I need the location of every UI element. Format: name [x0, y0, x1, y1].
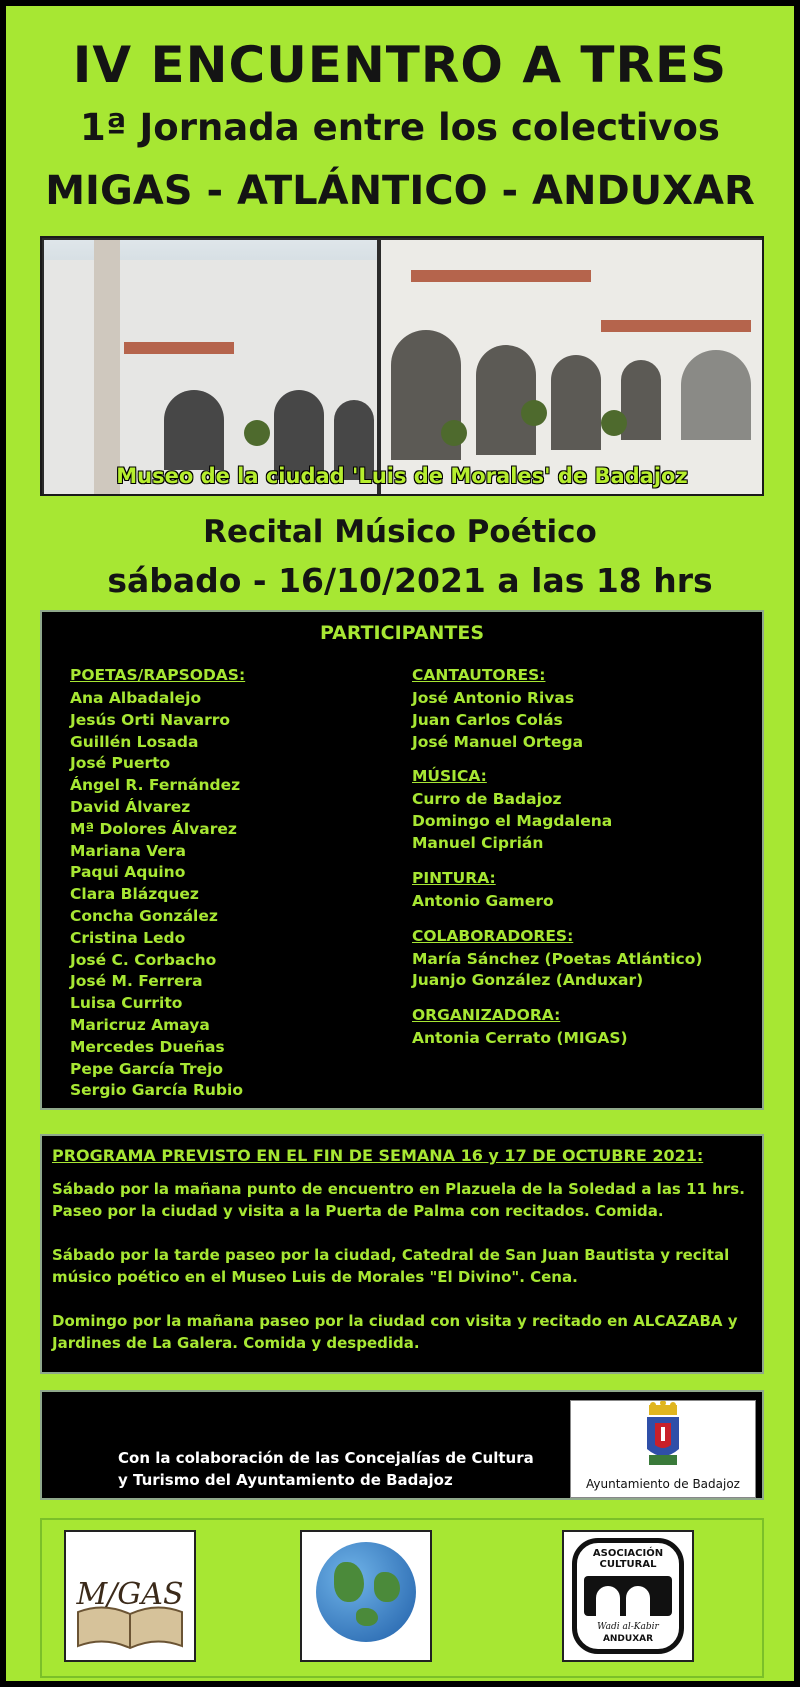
collaboration-line-1: Con la colaboración de las Concejalías de Cultura — [118, 1449, 534, 1467]
colaboradores-heading: COLABORADORES: — [412, 926, 574, 945]
participant-name: Clara Blázquez — [70, 885, 199, 904]
other-participants-column — [412, 666, 702, 1064]
participants-title: PARTICIPANTES — [319, 622, 485, 644]
cantautores-group — [412, 666, 702, 753]
cantautores-list — [412, 688, 702, 753]
colaboradores-list — [412, 949, 702, 993]
anduxar-line-1: ASOCIACIÓN — [592, 1548, 664, 1559]
participant-name: Pepe García Trejo — [70, 1059, 224, 1078]
organizadora-heading: ORGANIZADORA: — [412, 1006, 561, 1025]
collaboration-text — [118, 1447, 534, 1491]
participant-name: José C. Corbacho — [70, 950, 217, 969]
participant-name: Paqui Aquino — [70, 863, 186, 882]
ayuntamiento-label: Ayuntamiento de Badajoz — [586, 1477, 740, 1491]
coat-of-arms-icon — [571, 1401, 755, 1473]
participant-name: Antonio Gamero — [412, 891, 554, 910]
ayuntamiento-logo — [570, 1400, 756, 1498]
participant-name: Antonia Cerrato (MIGAS) — [412, 1029, 628, 1048]
poets-list — [70, 688, 245, 1102]
participant-name: Manuel Ciprián — [412, 833, 544, 852]
organizadora-group — [412, 1006, 702, 1050]
cantautores-heading: CANTAUTORES: — [412, 666, 546, 684]
participant-name: Juanjo González (Anduxar) — [412, 971, 644, 990]
program-paragraph: Domingo por la mañana paseo por la ciudad con visita y recitado en ALCAZABA y Jardines de La Galera. Comida y despedida. — [52, 1312, 738, 1352]
museum-caption: Museo de la ciudad 'Luis de Morales' de Badajoz — [116, 464, 688, 488]
participant-name: Ana Albadalejo — [70, 689, 202, 707]
poets-heading: POETAS/RAPSODAS: — [70, 666, 246, 684]
participant-name: José M. Ferrera — [70, 972, 203, 991]
participant-name: Sergio García Rubio — [70, 1081, 243, 1100]
anduxar-line-2: CULTURAL — [599, 1559, 657, 1570]
program-body — [52, 1178, 752, 1376]
organizadora-list — [412, 1028, 702, 1050]
participant-name: Mª Dolores Álvarez — [70, 819, 237, 838]
participant-name: Mariana Vera — [70, 841, 186, 860]
participant-name: Guillén Losada — [70, 732, 199, 751]
participant-name: Curro de Badajoz — [412, 790, 562, 809]
musica-heading: MÚSICA: — [412, 767, 487, 786]
event-title: Recital Músico Poético — [203, 514, 597, 550]
participant-name: Jesús Orti Navarro — [70, 710, 231, 729]
participant-name: María Sánchez (Poetas Atlántico) — [412, 949, 703, 968]
poster — [6, 6, 794, 1681]
subtitle: 1ª Jornada entre los colectivos — [80, 106, 720, 149]
program-paragraph: Sábado por la mañana punto de encuentro en Plazuela de la Soledad a las 11 hrs. Paseo por la ciudad y visita a la Puerta de Palma con recitados. Comida. — [52, 1180, 745, 1220]
collaboration-line-2: y Turismo del Ayuntamiento de Badajoz — [118, 1471, 453, 1489]
museum-photo-right — [381, 240, 762, 494]
participant-name: José Manuel Ortega — [412, 732, 584, 751]
program-title: PROGRAMA PREVISTO EN EL FIN DE SEMANA 16 y 17 DE OCTUBRE 2021: — [52, 1146, 704, 1165]
participant-name: Juan Carlos Colás — [412, 710, 563, 729]
poets-column — [70, 666, 245, 1102]
participant-name: Luisa Currito — [70, 994, 183, 1013]
logos-strip — [40, 1518, 764, 1678]
participant-name: José Antonio Rivas — [412, 689, 575, 707]
musica-group — [412, 767, 702, 854]
museum-photo-left — [44, 240, 377, 494]
main-title: IV ENCUENTRO A TRES — [72, 36, 728, 94]
anduxar-line-3: Wadi al-Kabir — [597, 1622, 659, 1632]
globe-icon — [316, 1542, 416, 1642]
migas-logo — [64, 1530, 196, 1662]
museum-photos — [40, 236, 764, 496]
program-panel — [40, 1134, 764, 1374]
collectives-title: MIGAS - ATLÁNTICO - ANDUXAR — [45, 168, 755, 214]
collaboration-panel — [40, 1390, 764, 1500]
participant-name: David Álvarez — [70, 797, 191, 816]
program-paragraph: Sábado por la tarde paseo por la ciudad, Catedral de San Juan Bautista y recital músico poético en el Museo Luis de Morales "El Divino". Cena. — [52, 1246, 730, 1286]
participant-name: Mercedes Dueñas — [70, 1037, 225, 1056]
atlantico-logo — [300, 1530, 432, 1662]
musica-list — [412, 789, 702, 854]
colaboradores-group — [412, 927, 702, 993]
pintura-list — [412, 891, 702, 913]
participant-name: Cristina Ledo — [70, 928, 186, 947]
participant-name: Domingo el Magdalena — [412, 812, 613, 831]
pintura-heading: PINTURA: — [412, 868, 496, 887]
participant-name: Maricruz Amaya — [70, 1015, 210, 1034]
event-date: sábado - 16/10/2021 a las 18 hrs — [107, 561, 713, 600]
anduxar-line-4: ANDUXAR — [602, 1634, 654, 1644]
participants-panel — [40, 610, 764, 1110]
participant-name: José Puerto — [70, 754, 171, 773]
participant-name: Concha González — [70, 906, 218, 925]
migas-wordmark: M/GAS — [76, 1577, 184, 1612]
pintura-group — [412, 869, 702, 913]
anduxar-logo — [562, 1530, 694, 1662]
participant-name: Ángel R. Fernández — [70, 776, 241, 795]
